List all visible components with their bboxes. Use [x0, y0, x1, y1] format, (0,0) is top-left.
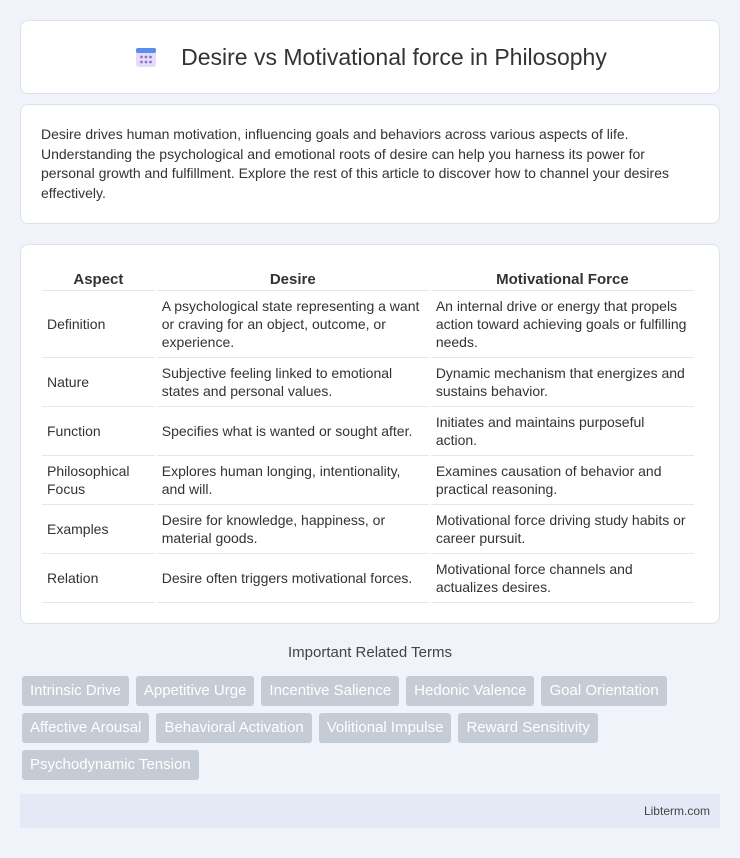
table-cell: Motivational force driving study habits or career pursuit. — [431, 505, 694, 554]
header-card — [20, 20, 720, 94]
table-cell: A psychological state representing a want or craving for an object, outcome, or experience. — [157, 291, 429, 358]
table-cell: Explores human longing, intentionality, and will. — [157, 456, 429, 505]
related-term-tag[interactable]: Hedonic Valence — [406, 676, 534, 706]
related-term-tag[interactable]: Intrinsic Drive — [22, 676, 129, 706]
table-row — [42, 291, 694, 358]
table-row — [42, 554, 694, 603]
calendar-grid-icon — [133, 44, 159, 70]
table-cell: Function — [42, 407, 155, 456]
table-cell: Definition — [42, 291, 155, 358]
table-cell: Examines causation of behavior and practical reasoning. — [431, 456, 694, 505]
related-term-tag[interactable]: Reward Sensitivity — [458, 713, 597, 743]
table-cell: Desire often triggers motivational forces. — [157, 554, 429, 603]
table-cell: Specifies what is wanted or sought after. — [157, 407, 429, 456]
column-header-motivational-force: Motivational Force — [431, 263, 694, 291]
table-row — [42, 407, 694, 456]
table-cell: An internal drive or energy that propels action toward achieving goals or fulfilling needs. — [431, 291, 694, 358]
table-cell: Nature — [42, 358, 155, 407]
page-title: Desire vs Motivational force in Philosophy — [181, 43, 607, 70]
table-cell: Initiates and maintains purposeful action. — [431, 407, 694, 456]
related-term-tag[interactable]: Appetitive Urge — [136, 676, 255, 706]
footer-site-link[interactable]: Libterm.com — [643, 804, 710, 818]
table-row — [42, 505, 694, 554]
related-term-tag[interactable]: Affective Arousal — [22, 713, 149, 743]
related-term-tag[interactable]: Psychodynamic Tension — [22, 750, 199, 780]
related-terms-list — [22, 676, 722, 780]
column-header-desire: Desire — [157, 263, 429, 291]
table-cell: Philosophical Focus — [42, 456, 155, 505]
table-cell: Motivational force channels and actualizes desires. — [431, 554, 694, 603]
comparison-table — [40, 263, 696, 603]
related-term-tag[interactable]: Volitional Impulse — [319, 713, 452, 743]
table-cell: Dynamic mechanism that energizes and sustains behavior. — [431, 358, 694, 407]
table-cell: Examples — [42, 505, 155, 554]
intro-card — [20, 104, 720, 224]
footer — [20, 794, 720, 828]
comparison-table-card — [20, 244, 720, 624]
intro-text: Desire drives human motivation, influencing goals and behaviors across various aspects of life. Understanding the psychological and emotional roots of desire can help you harness its power for personal growth and fulfillment. Explore the rest of this article to discover how to channel your desires effectively. — [41, 126, 669, 201]
table-cell: Desire for knowledge, happiness, or material goods. — [157, 505, 429, 554]
table-row — [42, 358, 694, 407]
related-term-tag[interactable]: Behavioral Activation — [156, 713, 311, 743]
table-row — [42, 456, 694, 505]
column-header-aspect: Aspect — [42, 263, 155, 291]
related-term-tag[interactable]: Incentive Salience — [261, 676, 399, 706]
related-term-tag[interactable]: Goal Orientation — [541, 676, 666, 706]
table-cell: Relation — [42, 554, 155, 603]
table-header-row — [42, 263, 694, 291]
related-terms-title: Important Related Terms — [288, 644, 452, 661]
table-cell: Subjective feeling linked to emotional states and personal values. — [157, 358, 429, 407]
